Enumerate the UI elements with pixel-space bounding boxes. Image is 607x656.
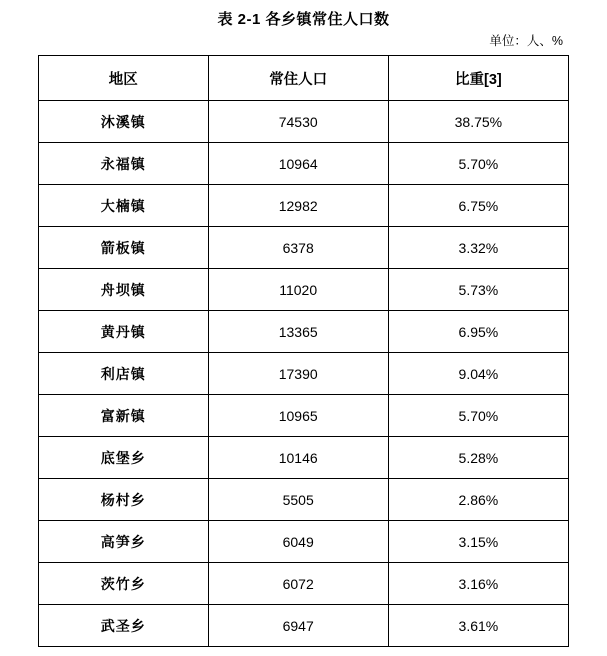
cell-share: 5.28% — [388, 437, 568, 479]
table-row — [39, 395, 569, 437]
cell-region: 箭板镇 — [39, 227, 209, 269]
population-table — [38, 55, 569, 647]
cell-share: 5.70% — [388, 143, 568, 185]
table-row — [39, 353, 569, 395]
cell-share: 38.75% — [388, 101, 568, 143]
table-caption: 表 2-1 各乡镇常住人口数 — [217, 11, 390, 28]
cell-region: 利店镇 — [39, 353, 209, 395]
unit-note: 单位：人、% — [489, 34, 563, 48]
cell-population: 6947 — [208, 605, 388, 647]
cell-share: 9.04% — [388, 353, 568, 395]
cell-population: 6049 — [208, 521, 388, 563]
cell-share: 6.95% — [388, 311, 568, 353]
table-body — [39, 101, 569, 647]
table-row — [39, 563, 569, 605]
cell-population: 13365 — [208, 311, 388, 353]
cell-share: 6.75% — [388, 185, 568, 227]
table-row — [39, 227, 569, 269]
table-row — [39, 101, 569, 143]
table-row — [39, 521, 569, 563]
cell-population: 10964 — [208, 143, 388, 185]
cell-share: 3.16% — [388, 563, 568, 605]
cell-share: 3.32% — [388, 227, 568, 269]
cell-region: 高笋乡 — [39, 521, 209, 563]
column-header-population: 常住人口 — [208, 56, 388, 101]
cell-share: 2.86% — [388, 479, 568, 521]
cell-share: 3.15% — [388, 521, 568, 563]
cell-share: 5.73% — [388, 269, 568, 311]
cell-population: 10146 — [208, 437, 388, 479]
cell-population: 5505 — [208, 479, 388, 521]
cell-region: 底堡乡 — [39, 437, 209, 479]
column-header-share: 比重[3] — [388, 56, 568, 101]
table-header-row — [39, 56, 569, 101]
table-row — [39, 311, 569, 353]
cell-region: 武圣乡 — [39, 605, 209, 647]
table-row — [39, 143, 569, 185]
column-header-region: 地区 — [39, 56, 209, 101]
table-header — [39, 56, 569, 101]
cell-population: 10965 — [208, 395, 388, 437]
cell-population: 17390 — [208, 353, 388, 395]
cell-population: 11020 — [208, 269, 388, 311]
cell-population: 12982 — [208, 185, 388, 227]
cell-region: 沐溪镇 — [39, 101, 209, 143]
cell-region: 富新镇 — [39, 395, 209, 437]
cell-population: 6072 — [208, 563, 388, 605]
cell-region: 永福镇 — [39, 143, 209, 185]
cell-share: 5.70% — [388, 395, 568, 437]
table-row — [39, 605, 569, 647]
cell-share: 3.61% — [388, 605, 568, 647]
cell-population: 6378 — [208, 227, 388, 269]
cell-region: 茨竹乡 — [39, 563, 209, 605]
table-row — [39, 269, 569, 311]
cell-population: 74530 — [208, 101, 388, 143]
cell-region: 黄丹镇 — [39, 311, 209, 353]
table-row — [39, 185, 569, 227]
table-row — [39, 437, 569, 479]
cell-region: 杨村乡 — [39, 479, 209, 521]
cell-region: 大楠镇 — [39, 185, 209, 227]
table-row — [39, 479, 569, 521]
cell-region: 舟坝镇 — [39, 269, 209, 311]
